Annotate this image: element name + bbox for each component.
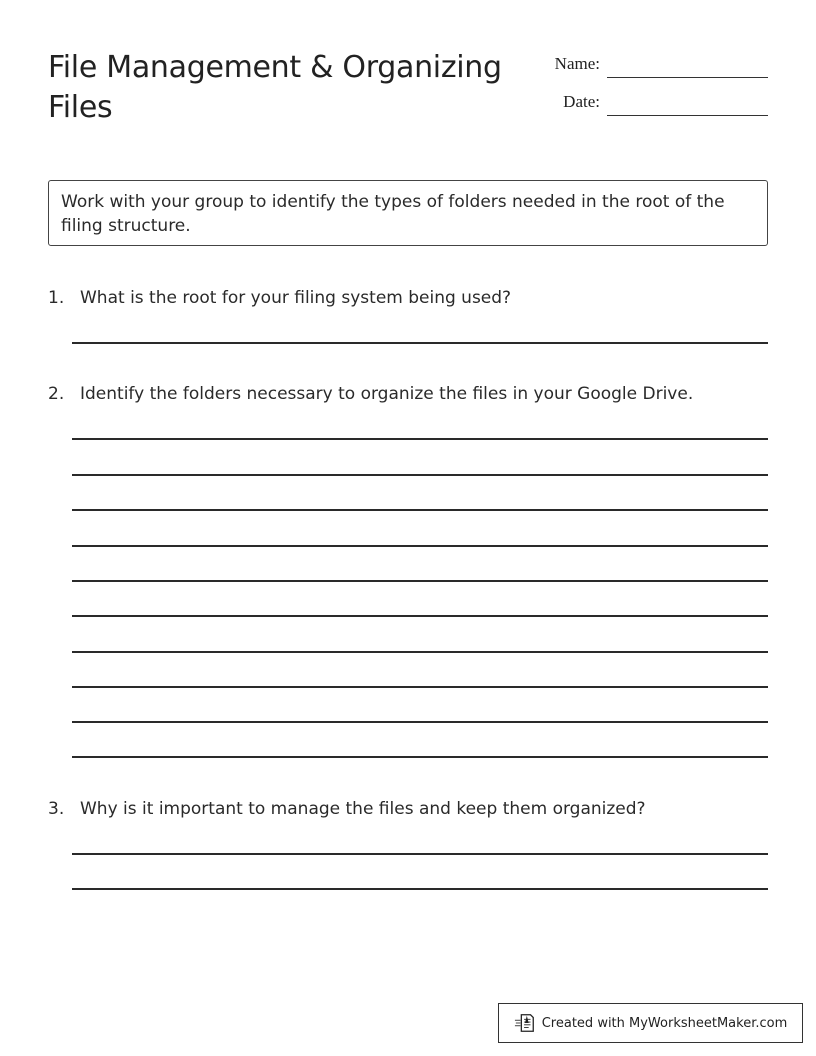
- title-line-2: Files: [48, 90, 113, 125]
- question-2: [48, 382, 768, 406]
- answer-line: [72, 342, 768, 344]
- instructions-text: Work with your group to identify the types of folders needed in the root of the filing structure.: [61, 192, 725, 236]
- answer-line: [72, 888, 768, 890]
- name-line: [607, 77, 768, 78]
- question-text: Why is it important to manage the files and keep them organized?: [80, 799, 646, 819]
- question-text: What is the root for your filing system being used?: [80, 288, 512, 308]
- question-number: 1.: [48, 288, 65, 308]
- answer-line: [72, 853, 768, 855]
- answer-line: [72, 686, 768, 688]
- worksheet-maker-logo-icon: [514, 1012, 536, 1034]
- date-field: [530, 90, 768, 120]
- title-line-1: File Management & Organizing: [48, 50, 502, 85]
- answer-line: [72, 509, 768, 511]
- answer-line: [72, 580, 768, 582]
- worksheet-title: [48, 48, 528, 128]
- answer-line: [72, 756, 768, 758]
- question-text: Identify the folders necessary to organize the files in your Google Drive.: [80, 384, 694, 404]
- answer-line: [72, 438, 768, 440]
- answer-line: [72, 615, 768, 617]
- answer-line: [72, 474, 768, 476]
- footer-text: Created with MyWorksheetMaker.com: [541, 1015, 788, 1031]
- name-field: [530, 52, 768, 82]
- question-number: 3.: [48, 799, 65, 819]
- question-3: [48, 797, 768, 821]
- instructions-box: [48, 180, 768, 246]
- date-line: [607, 115, 768, 116]
- answer-line: [72, 545, 768, 547]
- answer-line: [72, 651, 768, 653]
- name-label: Name:: [554, 54, 600, 73]
- question-1: [48, 286, 768, 310]
- answer-line: [72, 721, 768, 723]
- date-label: Date:: [563, 92, 600, 111]
- question-number: 2.: [48, 384, 65, 404]
- footer-badge: [498, 1003, 803, 1043]
